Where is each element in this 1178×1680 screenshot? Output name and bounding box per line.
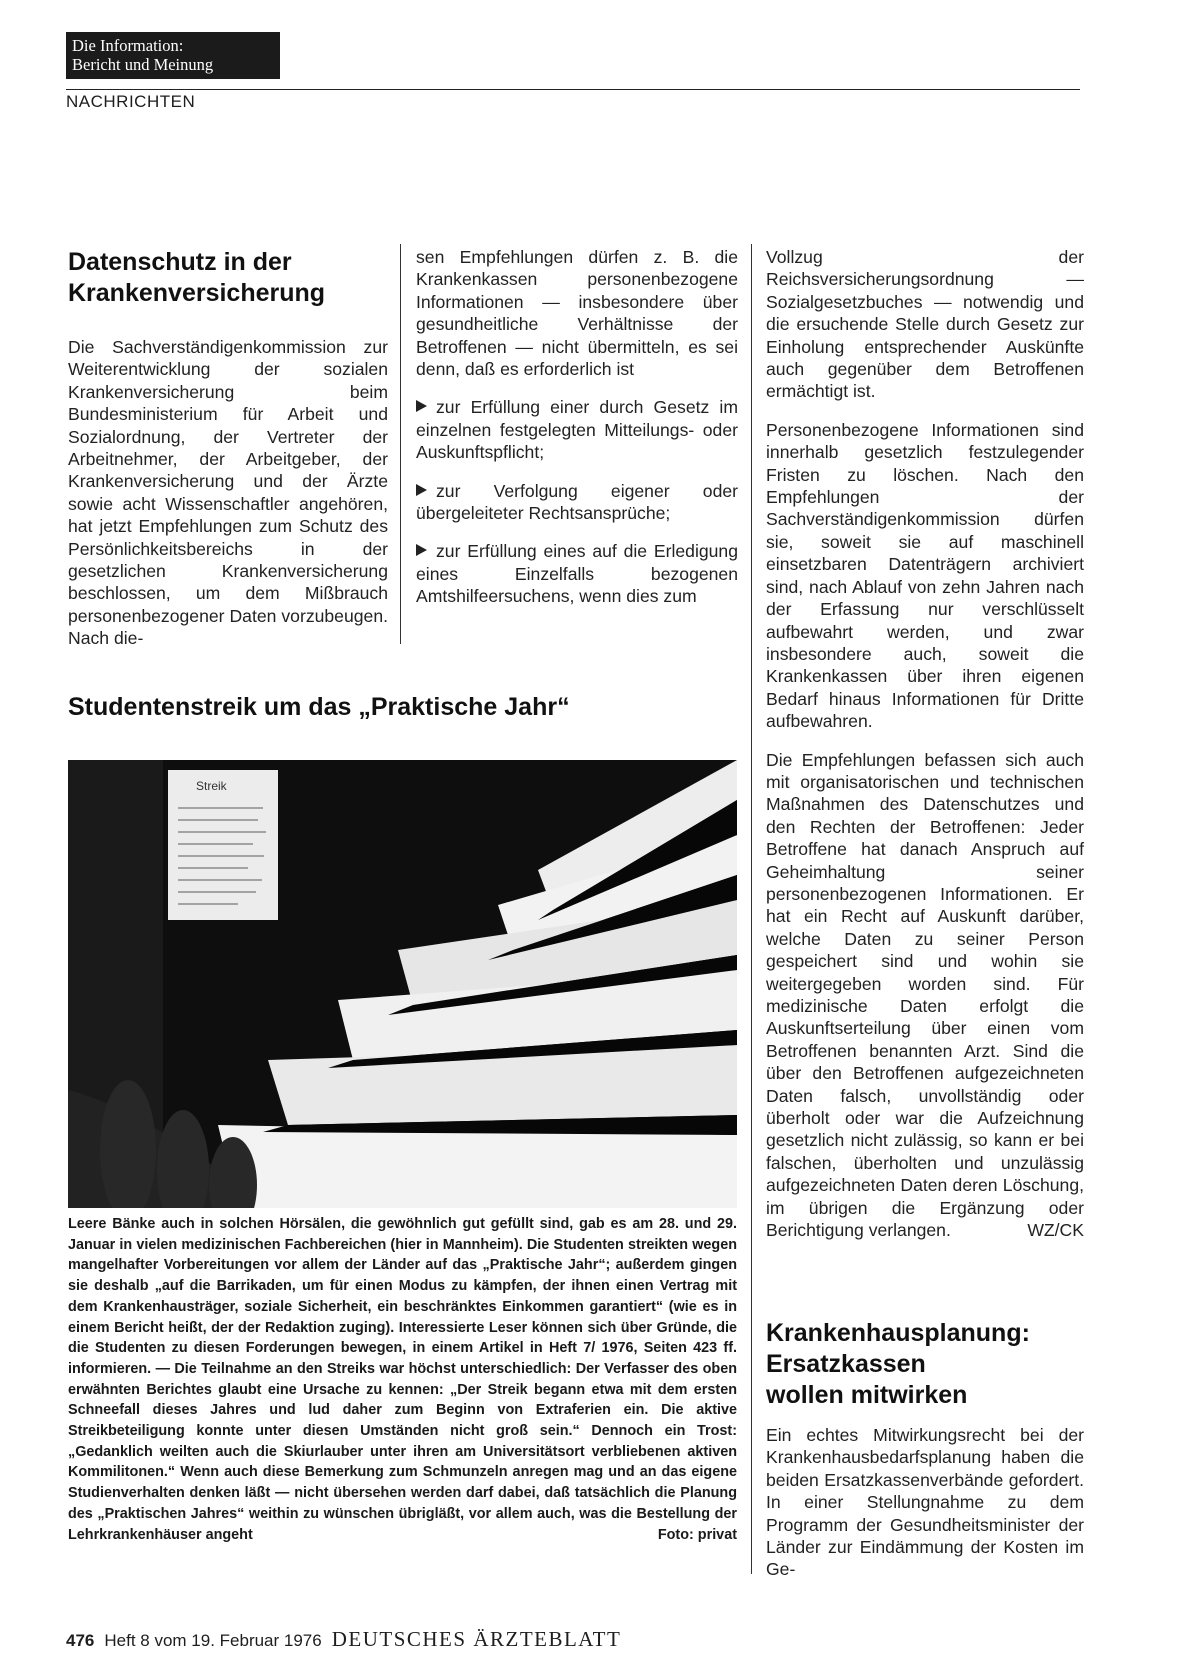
article1-bullet-2-text: zur Verfolgung eigener oder übergeleiteter Rechtsansprüche; bbox=[416, 480, 738, 524]
lecture-hall-photo bbox=[68, 760, 737, 1208]
article1-bullet-2 bbox=[416, 480, 738, 525]
article3-headline-line-2: Ersatzkassen bbox=[766, 1350, 926, 1378]
article1-bullet-1-text: zur Erfüllung einer durch Gesetz im einzelnen festgelegten Mitteilungs- oder Auskunftspflicht; bbox=[416, 397, 738, 463]
page-number: 476 bbox=[66, 1631, 95, 1650]
article3-headline-line-1: Krankenhausplanung: bbox=[766, 1319, 1030, 1347]
article2-headline: Studentenstreik um das „Praktische Jahr“ bbox=[68, 693, 570, 721]
issue-info: Heft 8 vom 19. Februar 1976 bbox=[104, 1631, 322, 1650]
article1-col1 bbox=[68, 336, 388, 650]
article3-headline-line-3: wollen mitwirken bbox=[766, 1381, 968, 1409]
article1-col2-text: sen Empfehlungen dürfen z. B. die Krankenkassen personenbezogene Informationen — insbesondere über gesundheitliche Verhältnisse der Betroffenen — nicht übermitteln, es sei denn, daß es erforderlich ist bbox=[416, 247, 738, 380]
triangle-bullet-icon bbox=[416, 400, 427, 412]
article3-text: Ein echtes Mitwirkungsrecht bei der Krankenhausbedarfsplanung haben die beiden Ersatzkassenverbände gefordert. In einer Stellungnahme zu dem Programm der Gesundheitsminister der Länder zur Eindämmung der Kosten im Ge- bbox=[766, 1425, 1084, 1580]
article1-col3 bbox=[766, 246, 1084, 1241]
photo-caption-text: Leere Bänke auch in solchen Hörsälen, die gewöhnlich gut gefüllt sind, gab es am 28. und 29. Januar in vielen medizinischen Fachbereichen (hier in Mannheim). Die Studenten streikten wegen mangelhafter Vorbereitungen vor allem der Länder auf das „Praktische Jahr“; außerdem gingen sie deshalb „auf die Barrikaden, um für einen Modus zu kämpfen, der ihnen einen Vertrag mit dem Krankenhausträger, soziale Sicherheit, ein beschränktes Einkommen garantiert“ (wie es in einem Bericht heißt, der der Redaktion zuging). Interessierte Leser können sich über Gründe, die die Studenten zu diesen Forderungen bewegen, in einem Artikel in Heft 7/ 1976, Seiten 423 ff. informieren. — Die Teilnahme an den Streiks war höchst unterschiedlich: Der Verfasser des oben erwähnten Berichtes glaubt eine Ursache zu kennen: „Der Streik begann etwa mit dem ersten Schneefall dieses Jahres und lud daher zum Beginn von Extraferien ein. Die aktive Streikbeteiligung konnte unter diesen Umständen nicht groß sein.“ Dennoch ein Trost: „Gedanklich weilten auch die Skiurlauber unter ihren am Universitätsort verbliebenen aktiven Kommilitonen.“ Wenn auch diese Bemerkung zum Schmunzeln anregen mag und an das eigene Studienverhalten denken läßt — nicht übersehen werden darf dabei, daß tatsächlich die Planung des „Praktischen Jahres“ weithin zu wünschen übrigläßt, vor allem auch, was die Bestellung der Lehrkrankenhäuser angeht bbox=[68, 1216, 737, 1543]
column-rule-2 bbox=[751, 244, 752, 1574]
header-line-1: Die Information: bbox=[72, 36, 184, 55]
section-label: NACHRICHTEN bbox=[66, 92, 196, 111]
article3-headline bbox=[766, 1318, 1086, 1411]
article1-bullet-3-text: zur Erfüllung eines auf die Erledigung eines Einzelfalls bezogenen Amtshilfeersuchens, wenn dies zum bbox=[416, 541, 738, 607]
article1-signature: WZ/CK bbox=[1027, 1220, 1084, 1241]
page-footer bbox=[66, 1627, 621, 1652]
article3-body bbox=[766, 1424, 1084, 1581]
lecture-hall-photo-drawing bbox=[68, 760, 737, 1208]
header-box bbox=[66, 32, 280, 79]
article1-col3-p3 bbox=[766, 749, 1084, 1242]
photo-credit: Foto: privat bbox=[657, 1526, 737, 1543]
article1-col3-p3-text: Die Empfehlungen befassen sich auch mit organisatorischen und technischen Maßnahmen des Datenschutzes und den Rechten der Betroffenen: Jeder Betroffene hat danach Anspruch auf Geheimhaltung seiner personenbezogenen Informationen. Er hat ein Recht auf Auskunft darüber, welche Daten zu seiner Person gespeichert sind und wohin sie weitergegeben worden sind. Für medizinische Daten erfolgt die Auskunftserteilung über einen vom Betroffenen benannten Arzt. Sind die über den Betroffenen aufgezeichneten Daten falsch, unvollständig oder überholt oder war die Aufzeichnung gesetzlich nicht zulässig, so kann er bei falschen, überholten und unzulässig aufgezeichneten Daten deren Löschung, im übrigen die Ergänzung oder Berichtigung verlangen. bbox=[766, 749, 1084, 1241]
photo-sign-text: Streik bbox=[196, 779, 227, 793]
top-rule bbox=[66, 89, 1080, 90]
article1-col2 bbox=[416, 246, 738, 608]
header-line-2: Bericht und Meinung bbox=[72, 55, 214, 74]
article1-col3-p1: Vollzug der Reichsversicherungsordnung — Sozialgesetzbuches — notwendig und die ersuchende Stelle durch Gesetz zur Einholung entsprechender Auskünfte auch gegenüber dem Betroffenen ermächtigt ist. bbox=[766, 247, 1084, 402]
article1-col1-text: Die Sachverständigenkommission zur Weiterentwicklung der sozialen Krankenversicherung beim Bundesministerium für Arbeit und Sozialordnung, der Vertreter der Arbeitnehmer, der Arbeitgeber, der Krankenversicherung und der Ärzte sowie acht Wissenschaftler angehören, hat jetzt Empfehlungen zum Schutz des Persönlichkeitsbereichs in der gesetzlichen Krankenversicherung beschlossen, um dem Mißbrauch personenbezogener Daten vorzubeugen. Nach die- bbox=[68, 337, 388, 649]
article1-headline bbox=[68, 247, 388, 309]
article1-bullet-1 bbox=[416, 396, 738, 463]
article1-col3-p2: Personenbezogene Informationen sind innerhalb gesetzlich festzulegender Fristen zu löschen. Nach den Empfehlungen der Sachverständigenkommission dürfen sie, soweit sie auf maschinell einsetzbaren Datenträgern archiviert sind, nach Ablauf von zehn Jahren nach der Erfassung nur verschlüsselt aufbewahrt werden, und zwar insbesondere auch, soweit die Krankenkassen über ihren eigenen Bedarf hinaus Informationen für Dritte aufbewahren. bbox=[766, 419, 1084, 732]
column-rule-1 bbox=[400, 244, 401, 644]
photo-caption bbox=[68, 1214, 737, 1545]
article1-bullet-3 bbox=[416, 540, 738, 607]
triangle-bullet-icon bbox=[416, 544, 427, 556]
article1-headline-line-1: Datenschutz in der bbox=[68, 248, 292, 276]
article1-headline-line-2: Krankenversicherung bbox=[68, 279, 326, 307]
publication-name: DEUTSCHES ÄRZTEBLATT bbox=[331, 1627, 622, 1651]
triangle-bullet-icon bbox=[416, 484, 427, 496]
